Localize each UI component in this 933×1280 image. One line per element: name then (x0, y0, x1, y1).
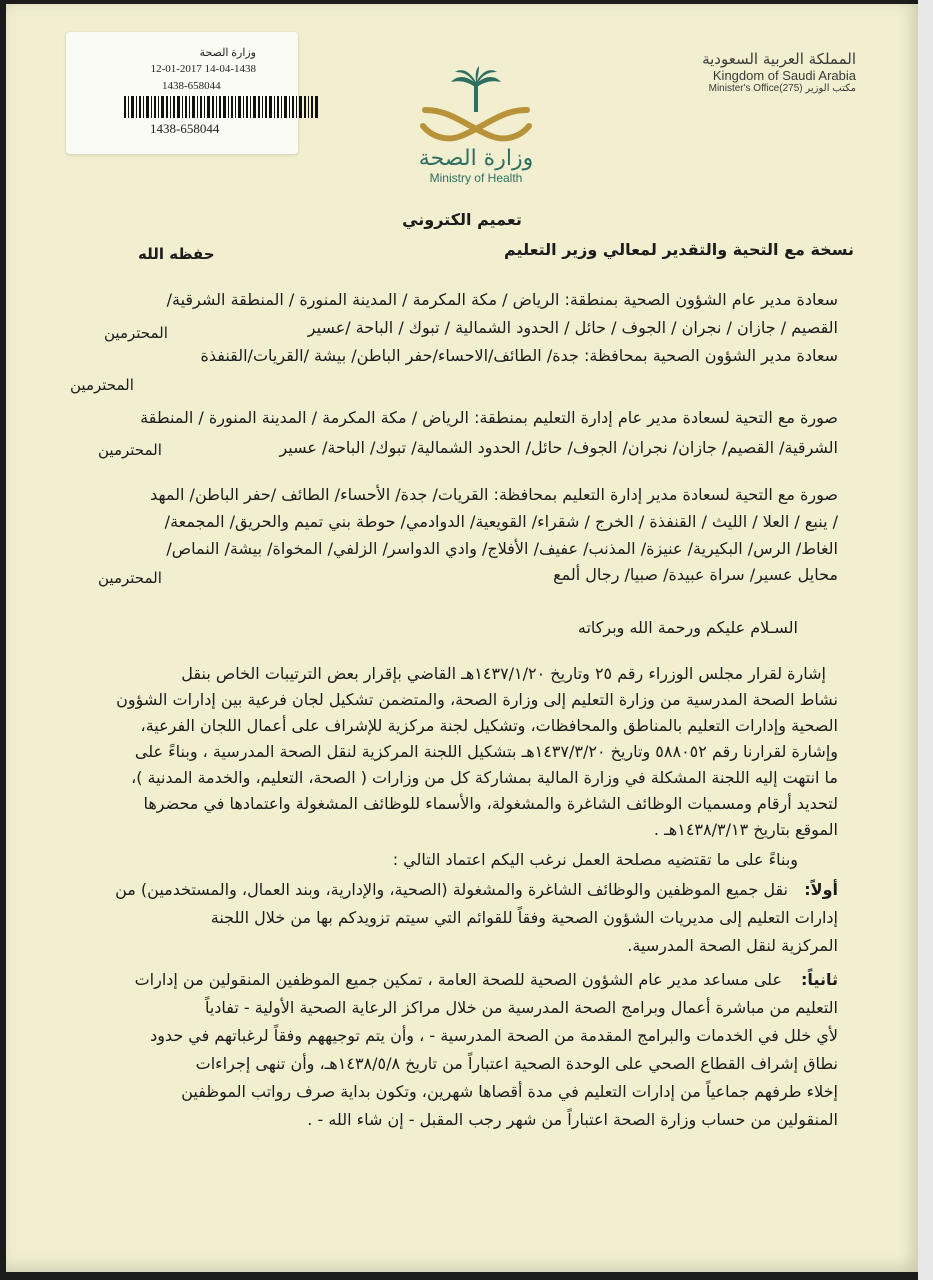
document-title: تعميم الكتروني (402, 210, 522, 229)
hafizah-label: حفظه الله (138, 245, 215, 263)
ministers-office: Minister's Office(275) مكتب الوزير (708, 83, 856, 94)
addressee-line: القصيم / جازان / نجران / الجوف / حائل / الحدود الشمالية / تبوك / الباحة /عسير (307, 318, 838, 337)
ministry-logo (411, 66, 541, 191)
item-second-line: التعليم من مباشرة أعمال وبرامج الصحة المدرسية من خلال مراكز الرعاية الصحية الأولية - تفادياً (204, 998, 838, 1017)
sticker-number: 1438-658044 (162, 80, 221, 92)
item-first-line: إدارات التعليم إلى مديريات الشؤون الصحية وفقاً للقوائم التي سيتم تزويدكم بها من خلال اللجنة (210, 908, 838, 927)
greeting: السـلام عليكم ورحمة الله وبركاته (577, 618, 798, 637)
kingdom-name-en: Kingdom of Saudi Arabia (712, 68, 856, 83)
paragraph-line: لتحديد أرقام ومسميات الوظائف الشاغرة والمشغولة، والأسماء للوظائف المشغولة واعتمادها في محضرها (143, 794, 838, 813)
paragraph-line: ما انتهت إليه اللجنة المشكلة في وزارة المالية بمشاركة كل من وزارات ( الصحة، التعليم، والخدمة المدنية )، (131, 768, 838, 787)
paragraph-line: وإشارة لقرارنا رقم ٥٨٨٠٥٢ وتاريخ ١٤٣٧/٣/٢٠هـ بتشكيل اللجنة المركزية لنقل الصحة المدرسية ، وبناءً على (134, 742, 838, 761)
item-first-line: المركزية لنقل الصحة المدرسية. (627, 936, 838, 955)
copy-education-governorate: محايل عسير/ سراة عبيدة/ صبيا/ رجال ألمع (553, 565, 838, 584)
item-first-label: أولاً: (804, 880, 838, 899)
copy-to-minister: نسخة مع التحية والتقدير لمعالي وزير التعليم (503, 240, 854, 259)
ministry-name-en: Ministry of Health (429, 171, 523, 185)
kingdom-header (702, 50, 856, 94)
respected-label: المحترمين (104, 324, 168, 342)
sticker-entity: وزارة الصحة (199, 47, 256, 59)
addressee-line: سعادة مدير عام الشؤون الصحية بمنطقة: الرياض / مكة المكرمة / المدينة المنورة / المنطقة الشرقية/ (166, 290, 838, 309)
paragraph-line: الموقع بتاريخ ١٤٣٨/٣/١٣هـ . (653, 820, 838, 839)
barcode-number: 1438-658044 (150, 121, 220, 136)
palm-swords-icon (411, 66, 541, 144)
copy-education-governorate: صورة مع التحية لسعادة مدير إدارة التعليم بمحافظة: القريات/ جدة/ الأحساء/ الطائف /حفر الباطن/ المهد (150, 485, 838, 504)
copy-education-region: صورة مع التحية لسعادة مدير عام إدارة التعليم بمنطقة: الرياض / مكة المكرمة / المدينة المنورة / المنطقة (140, 408, 838, 427)
document-page (6, 4, 918, 1272)
item-second-line: نطاق إشراف القطاع الصحي على الوحدة الصحية اعتباراً من تاريخ ١٤٣٨/٥/٨هـ، وأن تنهى إجراءات (195, 1054, 838, 1073)
page-edge (918, 0, 933, 1280)
incoming-sticker (66, 32, 298, 154)
item-second-line: على مساعد مدير عام الشؤون الصحية للصحة العامة ، تمكين جميع الموظفين المنقولين من إدارات (134, 970, 782, 989)
ministry-name-ar: وزارة الصحة (418, 146, 534, 171)
copy-education-governorate: / ينبع / العلا / الليث / القنفذة / الخرج / شقراء/ القويعية/ الدوادمي/ حوطة بني تميم والحريق/ المجمعة/ (164, 512, 838, 531)
item-second-line: إخلاء طرفهم جماعياً من إدارات التعليم في مدة أقصاها شهرين، وتكون بداية صرف رواتب الموظفين (181, 1082, 838, 1101)
copy-education-governorate: الغاط/ الرس/ البكيرية/ عنيزة/ المذنب/ عفيف/ الأفلاج/ وادي الدواسر/ الزلفي/ المخواة/ بيشة/ النماص/ (166, 539, 838, 558)
item-first-line: نقل جميع الموظفين والوظائف الشاغرة والمشغولة (الصحية، والإدارية، وبند العمال، والمستخدمين) من (115, 880, 788, 899)
addressee-line: سعادة مدير الشؤون الصحية بمحافظة: جدة/ الطائف/الاحساء/حفر الباطن/ بيشة /القريات/القنفذة (200, 346, 838, 365)
item-second-line: المنقولين من حساب وزارة الصحة اعتباراً من شهر رجب المقبل - إن شاء الله - . (307, 1110, 838, 1129)
item-second-label: ثانياً: (801, 970, 838, 989)
paragraph-line: إشارة لقرار مجلس الوزراء رقم ٢٥ وتاريخ ١٤٣٧/١/٢٠هـ القاضي بإقرار بعض الترتيبات الخاص بنقل (181, 664, 826, 683)
respected-label: المحترمين (98, 441, 162, 459)
kingdom-name-ar: المملكة العربية السعودية (702, 50, 856, 68)
sticker-date: 12-01-2017 14-04-1438 (150, 63, 256, 75)
copy-education-region: الشرقية/ القصيم/ جازان/ نجران/ الجوف/ حائل/ الحدود الشمالية/ تبوك/ الباحة/ عسير (279, 438, 838, 457)
basis-line: وبناءً على ما تقتضيه مصلحة العمل نرغب اليكم اعتماد التالي : (392, 850, 798, 869)
respected-label: المحترمين (70, 376, 134, 394)
paragraph-line: نشاط الصحة المدرسية من وزارة التعليم إلى وزارة الصحة، والمتضمن تشكيل لجان فرعية بين إدارات الشؤون (116, 690, 838, 709)
paragraph-line: الصحية وإدارات التعليم بالمناطق والمحافظات، وتشكيل لجنة مركزية للإشراف على أعمال اللجان الفرعية، (140, 716, 838, 735)
item-second-line: لأي خلل في الخدمات والبرامج المقدمة من الصحة المدرسية - ، وأن يتم توجيههم وفقاً لرغباتهم في حدود (150, 1026, 838, 1045)
respected-label: المحترمين (98, 569, 162, 587)
barcode-icon (124, 96, 324, 118)
